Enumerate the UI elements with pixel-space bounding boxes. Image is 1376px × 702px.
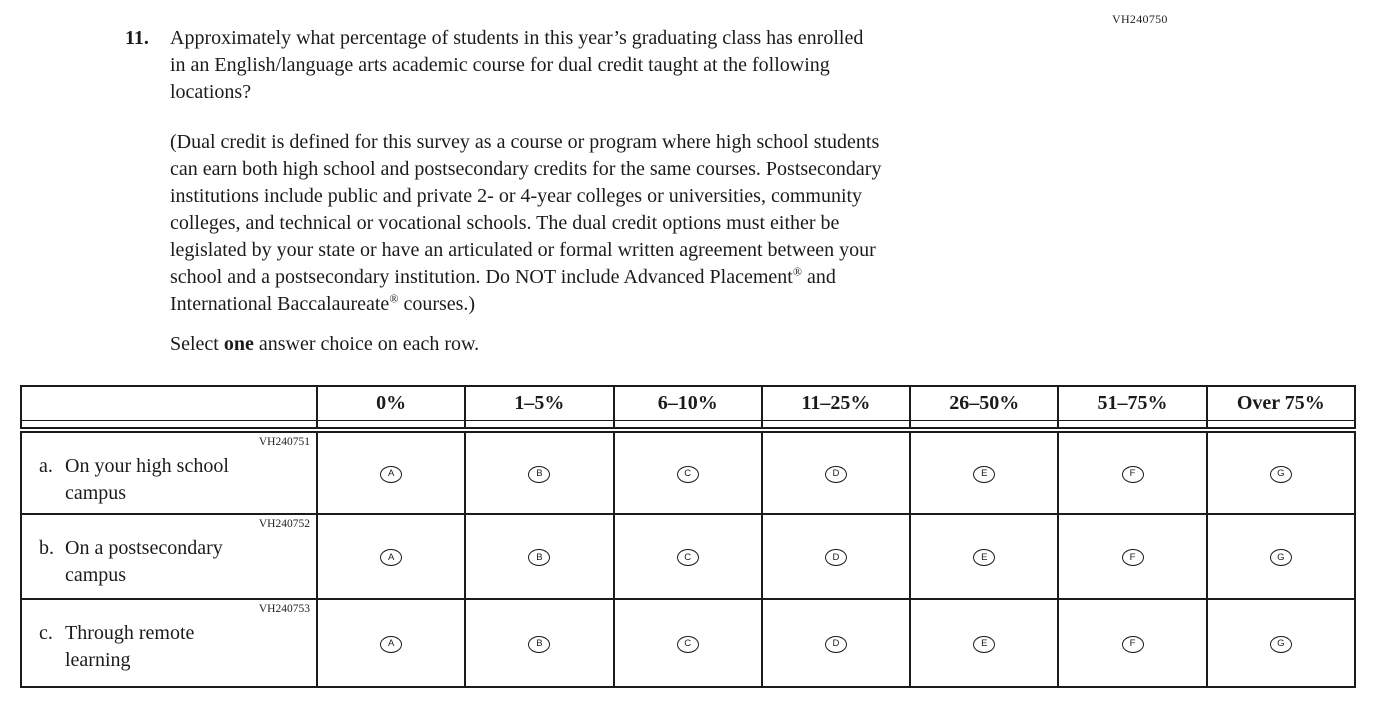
row-label-cell-a bbox=[21, 430, 317, 514]
bubble-b-A[interactable]: A bbox=[380, 549, 402, 566]
bubble-b-G[interactable]: G bbox=[1270, 549, 1292, 566]
row-label-text: On a postsecondary campus bbox=[65, 537, 223, 586]
column-header-51-75pct: 51–75% bbox=[1058, 386, 1206, 421]
registered-trademark-icon: ® bbox=[792, 264, 802, 279]
question-line: locations? bbox=[170, 81, 252, 103]
bubble-b-F[interactable]: F bbox=[1122, 549, 1144, 566]
column-header-1-5pct: 1–5% bbox=[465, 386, 613, 421]
page-accession-code: VH240750 bbox=[1112, 12, 1168, 26]
row-letter: a. bbox=[39, 455, 53, 477]
row-label-cell-b bbox=[21, 514, 317, 599]
row-label bbox=[22, 448, 316, 507]
bubble-a-A[interactable]: A bbox=[380, 466, 402, 483]
bubble-c-D[interactable]: D bbox=[825, 636, 847, 653]
question-text bbox=[170, 25, 863, 106]
bubble-c-C[interactable]: C bbox=[677, 636, 699, 653]
bubble-b-D[interactable]: D bbox=[825, 549, 847, 566]
bubble-b-E[interactable]: E bbox=[973, 549, 995, 566]
row-letter: b. bbox=[39, 537, 54, 559]
column-header-6-10pct: 6–10% bbox=[614, 386, 762, 421]
question-line: Approximately what percentage of students in this year’s graduating class has enrolled bbox=[170, 27, 864, 49]
definition-line: (Dual credit is defined for this survey as a course or program where high school students bbox=[170, 131, 880, 153]
registered-trademark-icon: ® bbox=[389, 291, 399, 306]
definition-line: can earn both high school and postsecondary credits for the same courses. Postsecondary bbox=[170, 158, 882, 180]
answer-grid-table bbox=[20, 385, 1356, 688]
table-row-b bbox=[21, 514, 1355, 599]
definition-line: school and a postsecondary institution. Do NOT include Advanced Placement® and bbox=[170, 264, 836, 288]
definition-line: colleges, and technical or vocational schools. The dual credit options must either be bbox=[170, 212, 840, 234]
row-label bbox=[22, 615, 316, 674]
answer-instruction: Select one answer choice on each row. bbox=[170, 333, 480, 355]
row-label-cell-c bbox=[21, 599, 317, 687]
bubble-b-C[interactable]: C bbox=[677, 549, 699, 566]
row-letter: c. bbox=[39, 622, 53, 644]
question-number: 11. bbox=[125, 27, 149, 49]
bubble-a-B[interactable]: B bbox=[528, 466, 550, 483]
bubble-c-E[interactable]: E bbox=[973, 636, 995, 653]
definition-line: institutions include public and private 2- or 4-year colleges or universities, community bbox=[170, 185, 863, 207]
bubble-c-A[interactable]: A bbox=[380, 636, 402, 653]
header-row bbox=[21, 386, 1355, 421]
column-header-0pct: 0% bbox=[317, 386, 465, 421]
row-code: VH240753 bbox=[258, 603, 310, 615]
definition-line: legislated by your state or have an articulated or formal written agreement between your bbox=[170, 239, 876, 261]
column-header-26-50pct: 26–50% bbox=[910, 386, 1058, 421]
bubble-c-F[interactable]: F bbox=[1122, 636, 1144, 653]
bubble-c-G[interactable]: G bbox=[1270, 636, 1292, 653]
row-code: VH240751 bbox=[258, 436, 310, 448]
table-corner-cell bbox=[21, 386, 317, 421]
table-row-a bbox=[21, 430, 1355, 514]
bubble-b-B[interactable]: B bbox=[528, 549, 550, 566]
dual-credit-definition bbox=[170, 129, 1130, 318]
bubble-c-B[interactable]: B bbox=[528, 636, 550, 653]
row-label-text: Through remote learning bbox=[65, 622, 195, 671]
header-body-divider bbox=[21, 421, 1355, 431]
definition-line: International Baccalaureate® courses.) bbox=[170, 291, 476, 315]
column-header-11-25pct: 11–25% bbox=[762, 386, 910, 421]
question-block bbox=[125, 25, 863, 106]
row-code: VH240752 bbox=[258, 518, 310, 530]
table-row-c bbox=[21, 599, 1355, 687]
bubble-a-D[interactable]: D bbox=[825, 466, 847, 483]
bubble-a-G[interactable]: G bbox=[1270, 466, 1292, 483]
column-header-over-75pct: Over 75% bbox=[1207, 386, 1355, 421]
row-label-text: On your high school campus bbox=[65, 455, 229, 504]
instruction-emphasis: one bbox=[223, 333, 254, 355]
bubble-a-E[interactable]: E bbox=[973, 466, 995, 483]
bubble-a-F[interactable]: F bbox=[1122, 466, 1144, 483]
bubble-a-C[interactable]: C bbox=[677, 466, 699, 483]
row-label bbox=[22, 530, 316, 589]
question-line: in an English/language arts academic course for dual credit taught at the following bbox=[170, 54, 830, 76]
